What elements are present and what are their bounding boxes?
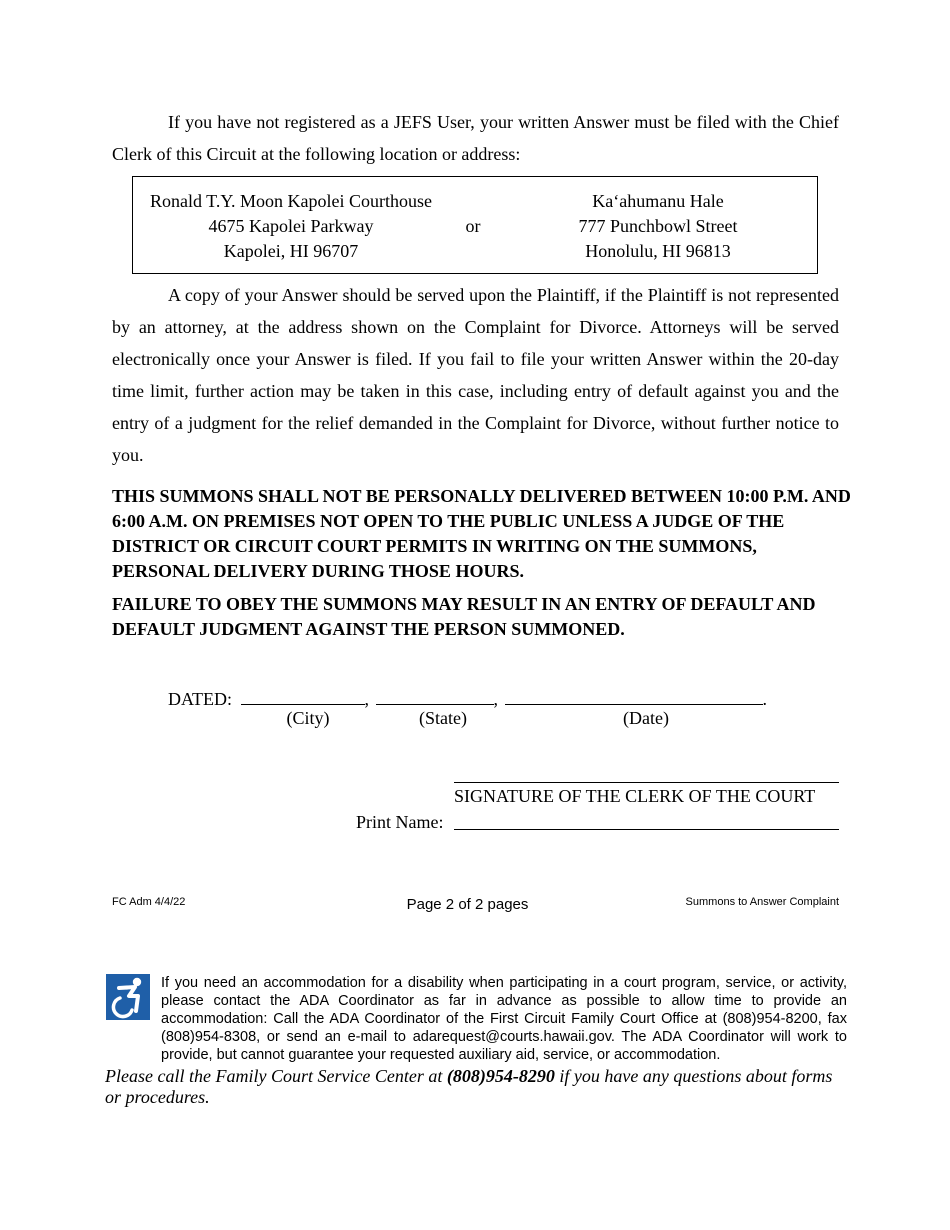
honolulu-courthouse-address [553, 189, 763, 264]
dated-end: . [762, 689, 767, 709]
document-title: Summons to Answer Complaint [685, 896, 839, 908]
print-name-line[interactable] [454, 829, 839, 830]
address-line: 4675 Kapolei Parkway [208, 216, 374, 236]
dated-separator: , [493, 689, 498, 709]
jefs-filing-instructions: If you have not registered as a JEFS User, your written Answer must be filed with the Chief Clerk of this Circuit at the following location or address: [112, 112, 839, 164]
address-line: 777 Punchbowl Street [578, 216, 738, 236]
service-center-phone: (808)954-8290 [446, 1066, 555, 1086]
city-blank[interactable] [241, 686, 365, 705]
address-line: Kapolei, HI 96707 [223, 241, 359, 261]
ada-notice: If you need an accommodation for a disability when participating in a court program, service, or activity, please contact the ADA Coordinator as far in advance as possible to allow time to provide an accommodation: Call the ADA Coordinator of the First Circuit Family Court Office at (808)954-8200, fax (808)954-8308, or send an e-mail to adarequest@courts.hawaii.gov. The ADA Coordinator will work to provide, but cannot guarantee your requested auxiliary aid, service, or accommodation. [161, 975, 847, 1063]
form-id: FC Adm 4/4/22 [112, 896, 186, 908]
print-name-label: Print Name: [356, 812, 444, 832]
address-line: Ronald T.Y. Moon Kapolei Courthouse [150, 191, 432, 211]
service-center-note [105, 1066, 850, 1108]
address-line: Honolulu, HI 96813 [585, 241, 731, 261]
city-caption: (City) [286, 708, 330, 728]
service-instructions: A copy of your Answer should be served upon the Plaintiff, if the Plaintiff is not represented by an attorney, at the address shown on the Complaint for Divorce. Attorneys will be served electronically once your Answer is filed. If you fail to file your written Answer within the 20-day time limit, further action may be taken in this case, including entry of default against you and the entry of a judgment for the relief demanded in the Complaint for Divorce, without further notice to you. [112, 285, 839, 465]
wheelchair-graphic [106, 974, 150, 1020]
service-center-text: Please call the Family Court Service Center at [105, 1066, 447, 1086]
page-number: Page 2 of 2 pages [406, 896, 529, 913]
clerk-signature-label: SIGNATURE OF THE CLERK OF THE COURT [454, 786, 816, 806]
dated-label: DATED: [168, 689, 232, 709]
failure-warning: FAILURE TO OBEY THE SUMMONS MAY RESULT IN AN ENTRY OF DEFAULT AND DEFAULT JUDGMENT AGAINST THE PERSON SUMMONED. [112, 594, 816, 639]
accessibility-wheelchair-icon [106, 974, 150, 1020]
clerk-signature-line[interactable] [454, 782, 839, 783]
kapolei-courthouse-address [141, 189, 441, 264]
state-caption: (State) [419, 708, 467, 728]
address-line: Kaʻahumanu Hale [592, 191, 724, 211]
courthouse-address-box [132, 176, 818, 274]
service-center-text-end: if you have any questions about forms or procedures. [105, 1066, 833, 1107]
delivery-warning: THIS SUMMONS SHALL NOT BE PERSONALLY DELIVERED BETWEEN 10:00 P.M. AND 6:00 A.M. ON PREMISES NOT OPEN TO THE PUBLIC UNLESS A JUDGE OF THE DISTRICT OR CIRCUIT COURT PERMITS IN WRITING ON THE SUMMONS, PERSONAL DELIVERY DURING THOSE HOURS. [112, 486, 851, 581]
date-blank[interactable] [505, 686, 763, 705]
address-separator: or [465, 216, 481, 236]
state-blank[interactable] [376, 686, 494, 705]
dated-separator: , [364, 689, 369, 709]
date-caption: (Date) [623, 708, 669, 728]
